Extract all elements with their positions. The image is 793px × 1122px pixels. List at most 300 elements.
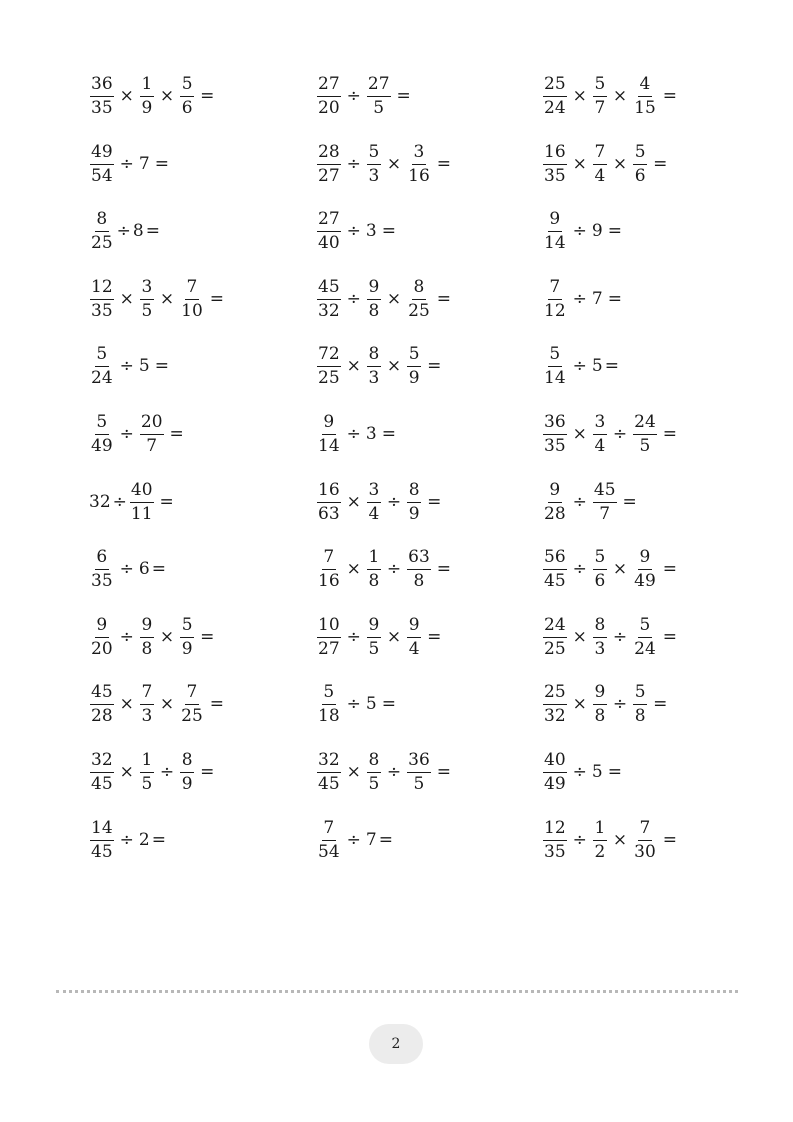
- problem: [315, 672, 400, 736]
- operator: =: [622, 491, 637, 512]
- operator: =: [151, 558, 166, 579]
- integer: 9: [591, 220, 603, 241]
- denominator: 35: [91, 300, 113, 321]
- fraction: [317, 411, 341, 456]
- operator: ÷: [572, 288, 587, 309]
- fraction: [593, 141, 607, 186]
- denominator: 5: [413, 773, 425, 794]
- fraction: [317, 546, 341, 591]
- operator: ÷: [612, 626, 628, 647]
- operator: =: [607, 288, 622, 309]
- operator: =: [607, 220, 622, 241]
- operator: ÷: [346, 85, 361, 106]
- problem: [541, 672, 671, 736]
- integer: 5: [591, 355, 603, 376]
- fraction: [90, 73, 114, 118]
- operator: ÷: [346, 288, 361, 309]
- numerator: 7: [548, 279, 562, 300]
- operator: =: [653, 693, 668, 714]
- numerator: 7: [322, 820, 336, 841]
- fraction: [543, 546, 567, 591]
- operator: ÷: [572, 558, 587, 579]
- denominator: 32: [318, 300, 340, 321]
- numerator: 1: [367, 549, 381, 570]
- fraction: [180, 276, 204, 321]
- operator: ×: [572, 85, 587, 106]
- numerator: 24: [633, 414, 657, 435]
- problem: [315, 267, 455, 331]
- numerator: 3: [593, 414, 607, 435]
- problem: [541, 402, 681, 466]
- numerator: 5: [95, 346, 109, 367]
- denominator: 3: [141, 705, 153, 726]
- fraction: [367, 546, 381, 591]
- operator: =: [159, 491, 174, 512]
- fraction: [367, 73, 391, 118]
- operator: ×: [159, 288, 175, 309]
- operator: ÷: [346, 153, 361, 174]
- fraction: [543, 208, 567, 253]
- fraction: [140, 749, 154, 794]
- denominator: 8: [634, 705, 646, 726]
- fraction: [90, 817, 114, 862]
- denominator: 8: [368, 300, 380, 321]
- numerator: 5: [367, 144, 381, 165]
- denominator: 12: [544, 300, 566, 321]
- problem: [315, 64, 415, 128]
- problem: [541, 740, 626, 804]
- denominator: 27: [318, 165, 340, 186]
- numerator: 8: [180, 752, 194, 773]
- problem: [541, 267, 626, 331]
- problem: [541, 605, 681, 669]
- operator: =: [436, 761, 452, 782]
- denominator: 20: [91, 638, 113, 659]
- denominator: 5: [373, 97, 385, 118]
- fraction: [633, 141, 647, 186]
- fraction: [407, 479, 421, 524]
- operator: =: [381, 423, 396, 444]
- denominator: 45: [318, 773, 340, 794]
- numerator: 9: [548, 482, 562, 503]
- denominator: 25: [544, 638, 566, 659]
- problem: [315, 537, 455, 601]
- operator: ÷: [572, 220, 587, 241]
- problem: [315, 470, 445, 534]
- operator: ×: [612, 85, 628, 106]
- numerator: 45: [90, 684, 114, 705]
- integer: 6: [138, 558, 150, 579]
- operator: ÷: [386, 558, 402, 579]
- denominator: 5: [141, 300, 153, 321]
- denominator: 3: [368, 367, 380, 388]
- numerator: 28: [317, 144, 341, 165]
- numerator: 56: [543, 549, 567, 570]
- denominator: 8: [594, 705, 606, 726]
- denominator: 9: [408, 367, 420, 388]
- numerator: 10: [317, 617, 341, 638]
- denominator: 20: [318, 97, 340, 118]
- problem: [315, 132, 455, 196]
- fraction: [317, 479, 341, 524]
- numerator: 72: [317, 346, 341, 367]
- operator: =: [151, 829, 166, 850]
- operator: ÷: [159, 761, 175, 782]
- numerator: 5: [95, 414, 109, 435]
- fraction: [593, 614, 607, 659]
- problem: [315, 334, 445, 398]
- problem: [88, 132, 173, 196]
- operator: ×: [572, 153, 587, 174]
- problem: [88, 267, 228, 331]
- fraction: [633, 546, 657, 591]
- numerator: 20: [140, 414, 164, 435]
- operator: ÷: [119, 423, 134, 444]
- numerator: 7: [185, 684, 199, 705]
- operator: ×: [612, 153, 628, 174]
- denominator: 30: [634, 841, 656, 862]
- fraction: [633, 411, 657, 456]
- fraction: [593, 479, 617, 524]
- numerator: 16: [317, 482, 341, 503]
- fraction: [407, 343, 421, 388]
- operator: ×: [159, 626, 175, 647]
- operator: =: [378, 829, 393, 850]
- fraction: [543, 479, 567, 524]
- numerator: 5: [548, 346, 562, 367]
- operator: =: [662, 423, 678, 444]
- numerator: 7: [593, 144, 607, 165]
- fraction: [90, 614, 114, 659]
- denominator: 32: [544, 705, 566, 726]
- fraction: [367, 343, 381, 388]
- operator: =: [381, 693, 396, 714]
- fraction: [543, 411, 567, 456]
- fraction: [543, 343, 567, 388]
- fraction: [317, 681, 341, 726]
- numerator: 45: [317, 279, 341, 300]
- fraction: [140, 681, 154, 726]
- numerator: 8: [593, 617, 607, 638]
- operator: =: [436, 558, 452, 579]
- fraction: [317, 276, 341, 321]
- numerator: 36: [543, 414, 567, 435]
- denominator: 6: [181, 97, 193, 118]
- fraction: [317, 614, 341, 659]
- numerator: 9: [367, 617, 381, 638]
- numerator: 8: [412, 279, 426, 300]
- fraction: [543, 817, 567, 862]
- operator: ÷: [346, 693, 361, 714]
- operator: ×: [572, 693, 587, 714]
- fraction: [407, 749, 431, 794]
- numerator: 7: [140, 684, 154, 705]
- operator: ÷: [386, 761, 402, 782]
- numerator: 40: [130, 482, 154, 503]
- denominator: 4: [594, 435, 606, 456]
- problem: [541, 334, 620, 398]
- fraction: [90, 411, 114, 456]
- operator: ÷: [119, 626, 134, 647]
- operator: =: [396, 85, 411, 106]
- denominator: 7: [146, 435, 158, 456]
- fraction: [543, 749, 567, 794]
- fraction: [367, 479, 381, 524]
- integer: 3: [365, 423, 377, 444]
- fraction: [633, 614, 657, 659]
- denominator: 54: [91, 165, 113, 186]
- problem: [88, 672, 228, 736]
- problem: [541, 64, 681, 128]
- operator: ÷: [346, 626, 361, 647]
- fraction: [130, 479, 154, 524]
- denominator: 35: [544, 435, 566, 456]
- numerator: 32: [90, 752, 114, 773]
- operator: ÷: [572, 355, 587, 376]
- integer: 3: [365, 220, 377, 241]
- fraction: [180, 681, 204, 726]
- operator: =: [662, 85, 678, 106]
- fraction: [407, 546, 431, 591]
- numerator: 9: [548, 211, 562, 232]
- operator: =: [662, 829, 678, 850]
- operator: ×: [346, 491, 361, 512]
- fraction: [407, 276, 431, 321]
- problem: [88, 199, 161, 263]
- operator: =: [200, 626, 215, 647]
- problem: [541, 132, 671, 196]
- integer: 5: [591, 761, 603, 782]
- problem: [315, 740, 455, 804]
- fraction: [407, 614, 421, 659]
- fraction: [140, 614, 154, 659]
- integer: 5: [365, 693, 377, 714]
- operator: ÷: [612, 423, 628, 444]
- operator: =: [427, 491, 442, 512]
- numerator: 14: [90, 820, 114, 841]
- numerator: 9: [407, 617, 421, 638]
- operator: ÷: [112, 491, 127, 512]
- denominator: 16: [408, 165, 430, 186]
- problem: [88, 537, 167, 601]
- denominator: 2: [594, 841, 606, 862]
- numerator: 3: [412, 144, 426, 165]
- numerator: 36: [407, 752, 431, 773]
- numerator: 3: [367, 482, 381, 503]
- denominator: 6: [634, 165, 646, 186]
- fraction: [367, 141, 381, 186]
- denominator: 49: [634, 570, 656, 591]
- integer: 8: [132, 220, 144, 241]
- operator: ÷: [346, 423, 361, 444]
- operator: ÷: [116, 220, 131, 241]
- fraction: [407, 141, 431, 186]
- numerator: 1: [140, 752, 154, 773]
- problem: [88, 334, 173, 398]
- denominator: 35: [91, 97, 113, 118]
- operator: ×: [572, 423, 587, 444]
- numerator: 25: [543, 684, 567, 705]
- numerator: 5: [180, 76, 194, 97]
- numerator: 5: [633, 684, 647, 705]
- operator: =: [209, 288, 225, 309]
- denominator: 9: [181, 638, 193, 659]
- denominator: 24: [544, 97, 566, 118]
- denominator: 7: [594, 97, 606, 118]
- denominator: 3: [368, 165, 380, 186]
- denominator: 14: [544, 367, 566, 388]
- operator: ×: [119, 761, 134, 782]
- problem: [88, 808, 167, 872]
- fraction: [543, 73, 567, 118]
- denominator: 25: [318, 367, 340, 388]
- problem: [88, 402, 188, 466]
- problem: [88, 64, 218, 128]
- fraction: [543, 276, 567, 321]
- dotted-divider: [56, 990, 738, 993]
- denominator: 10: [181, 300, 203, 321]
- fraction: [317, 141, 341, 186]
- denominator: 9: [181, 773, 193, 794]
- numerator: 27: [317, 76, 341, 97]
- numerator: 9: [593, 684, 607, 705]
- operator: =: [145, 220, 160, 241]
- fraction: [90, 343, 114, 388]
- numerator: 45: [593, 482, 617, 503]
- problem: [541, 199, 626, 263]
- operator: =: [653, 153, 668, 174]
- denominator: 5: [639, 435, 651, 456]
- fraction: [90, 141, 114, 186]
- numerator: 63: [407, 549, 431, 570]
- denominator: 35: [91, 570, 113, 591]
- denominator: 8: [141, 638, 153, 659]
- operator: =: [662, 558, 678, 579]
- operator: ×: [386, 626, 402, 647]
- fraction: [633, 73, 657, 118]
- fraction: [90, 749, 114, 794]
- operator: ×: [386, 355, 402, 376]
- denominator: 7: [599, 503, 611, 524]
- numerator: 40: [543, 752, 567, 773]
- fraction: [633, 817, 657, 862]
- denominator: 4: [594, 165, 606, 186]
- fraction: [543, 681, 567, 726]
- operator: =: [436, 153, 452, 174]
- denominator: 5: [368, 638, 380, 659]
- operator: ÷: [572, 761, 587, 782]
- fraction: [180, 73, 194, 118]
- numerator: 1: [593, 820, 607, 841]
- fraction: [367, 749, 381, 794]
- fraction: [593, 411, 607, 456]
- fraction: [140, 411, 164, 456]
- fraction: [367, 276, 381, 321]
- numerator: 27: [317, 211, 341, 232]
- operator: =: [209, 693, 225, 714]
- integer: 32: [89, 491, 111, 512]
- denominator: 14: [544, 232, 566, 253]
- operator: ÷: [572, 829, 587, 850]
- denominator: 18: [318, 705, 340, 726]
- fraction: [140, 276, 154, 321]
- denominator: 4: [408, 638, 420, 659]
- denominator: 15: [634, 97, 656, 118]
- problem: [88, 470, 178, 534]
- operator: ×: [159, 693, 175, 714]
- numerator: 9: [95, 617, 109, 638]
- operator: ×: [572, 626, 587, 647]
- operator: ×: [346, 355, 361, 376]
- problem: [315, 199, 400, 263]
- fraction: [90, 681, 114, 726]
- numerator: 27: [367, 76, 391, 97]
- fraction: [367, 614, 381, 659]
- operator: =: [427, 626, 442, 647]
- denominator: 40: [318, 232, 340, 253]
- operator: ×: [119, 85, 134, 106]
- operator: ÷: [119, 829, 134, 850]
- problem: [88, 740, 218, 804]
- numerator: 5: [180, 617, 194, 638]
- operator: ÷: [386, 491, 402, 512]
- operator: ÷: [119, 153, 134, 174]
- operator: ×: [119, 693, 134, 714]
- operator: ×: [386, 153, 402, 174]
- denominator: 9: [141, 97, 153, 118]
- problem: [315, 402, 400, 466]
- denominator: 9: [408, 503, 420, 524]
- integer: 7: [138, 153, 150, 174]
- integer: 5: [138, 355, 150, 376]
- denominator: 35: [544, 165, 566, 186]
- operator: =: [200, 85, 215, 106]
- numerator: 24: [543, 617, 567, 638]
- fraction: [543, 614, 567, 659]
- numerator: 8: [367, 752, 381, 773]
- denominator: 11: [130, 503, 153, 524]
- fraction: [317, 817, 341, 862]
- denominator: 24: [634, 638, 656, 659]
- numerator: 5: [407, 346, 421, 367]
- numerator: 6: [95, 549, 109, 570]
- integer: 7: [591, 288, 603, 309]
- denominator: 24: [91, 367, 113, 388]
- operator: ÷: [612, 693, 628, 714]
- numerator: 5: [593, 76, 607, 97]
- numerator: 36: [90, 76, 114, 97]
- fraction: [317, 749, 341, 794]
- denominator: 63: [318, 503, 340, 524]
- denominator: 35: [544, 841, 566, 862]
- fraction: [180, 749, 194, 794]
- integer: 7: [365, 829, 377, 850]
- denominator: 28: [91, 705, 113, 726]
- operator: =: [200, 761, 215, 782]
- problem: [541, 470, 641, 534]
- operator: =: [427, 355, 442, 376]
- fraction: [593, 817, 607, 862]
- denominator: 4: [368, 503, 380, 524]
- problem: [541, 537, 681, 601]
- operator: ×: [612, 558, 628, 579]
- page-number-badge: [369, 1024, 423, 1064]
- numerator: 8: [95, 211, 109, 232]
- numerator: 9: [638, 549, 652, 570]
- problem: [315, 605, 445, 669]
- operator: =: [169, 423, 184, 444]
- problem: [315, 808, 394, 872]
